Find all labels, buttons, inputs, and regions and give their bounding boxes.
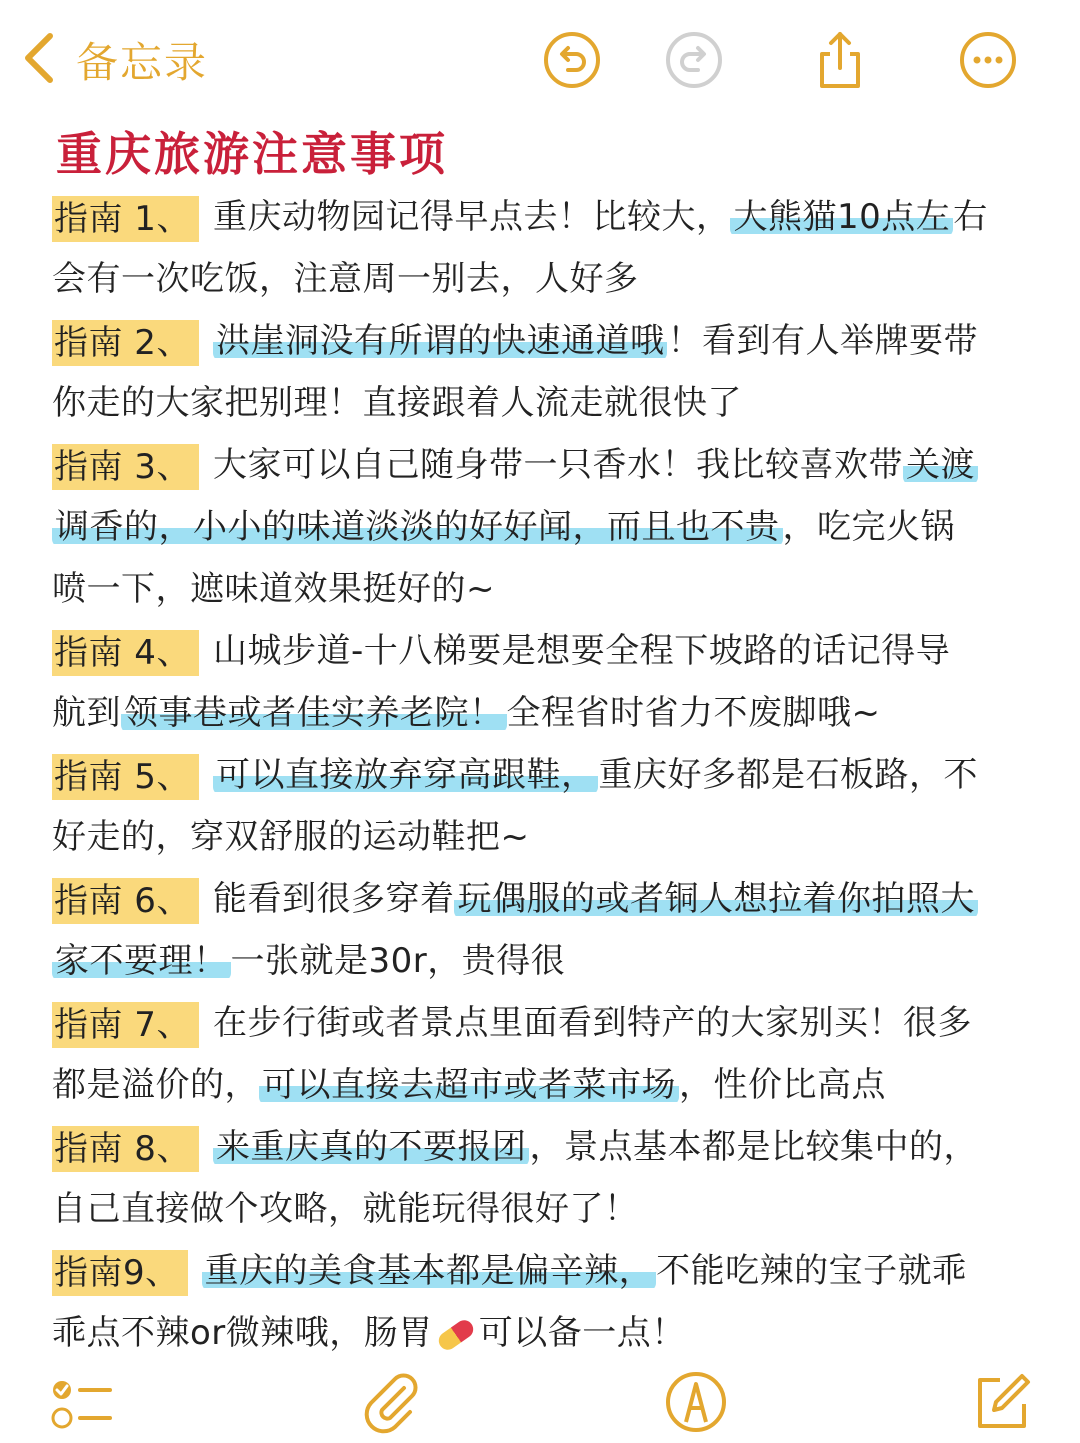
note-line [52, 496, 1042, 558]
highlighted-text: 玩偶服的或者铜人想拉着你拍照大 [454, 879, 978, 919]
highlighted-text: 关渡 [903, 445, 978, 485]
guide-tag: 指南 5、 [52, 754, 199, 800]
paperclip-icon[interactable] [358, 1370, 422, 1434]
note-text: 一张就是30r，贵得很 [230, 941, 566, 981]
note-text: 可以备一点！ [478, 1313, 686, 1353]
note-line [52, 1116, 1042, 1178]
back-label: 备忘录 [76, 38, 209, 87]
share-icon[interactable] [810, 30, 870, 90]
chevron-left-icon [18, 28, 62, 92]
note-line [52, 186, 1042, 248]
highlighted-text: 来重庆真的不要报团 [213, 1127, 530, 1167]
note-body[interactable] [52, 186, 1042, 1364]
note-text: 在步行街或者景点里面看到特产的大家别买！很多 [212, 1003, 972, 1043]
back-button[interactable] [18, 28, 208, 92]
more-icon[interactable] [958, 30, 1018, 90]
highlighted-text: 可以直接去超市或者菜市场 [259, 1065, 679, 1105]
note-line [52, 806, 1042, 868]
guide-tag: 指南 4、 [52, 630, 199, 676]
highlighted-text: 洪崖洞没有所谓的快速通道哦 [213, 321, 668, 361]
highlighted-text: 家不要理！ [52, 941, 231, 981]
guide-tag: 指南 3、 [52, 444, 199, 490]
guide-tag: 指南 6、 [52, 878, 199, 924]
top-toolbar [0, 0, 1080, 120]
note-text: 好走的，穿双舒服的运动鞋把~ [52, 817, 530, 857]
note-text: ，景点基本都是比较集中的， [529, 1127, 978, 1167]
note-title: 重庆旅游注意事项 [56, 127, 448, 181]
note-line [52, 744, 1042, 806]
pill-icon [435, 1316, 476, 1353]
note-text: ，吃完火锅 [782, 507, 955, 547]
guide-tag: 指南9、 [52, 1250, 188, 1296]
note-line [52, 1240, 1042, 1302]
note-text: 会有一次吃饭，注意周一别去，人好多 [52, 259, 639, 299]
note-line [52, 1178, 1042, 1240]
redo-icon[interactable] [664, 30, 724, 90]
note-line [52, 992, 1042, 1054]
guide-tag: 指南 2、 [52, 320, 199, 366]
highlighted-text: 调香的，小小的味道淡淡的好好闻，而且也不贵 [52, 507, 783, 547]
guide-tag: 指南 8、 [52, 1126, 199, 1172]
highlighted-text: 领事巷或者佳实养老院！ [121, 693, 507, 733]
highlighted-text: 可以直接放弃穿高跟鞋， [213, 755, 599, 795]
markup-pen-icon[interactable] [664, 1370, 728, 1434]
note-line [52, 930, 1042, 992]
note-text: 自己直接做个攻略，就能玩得很好了！ [52, 1189, 639, 1229]
note-line [52, 310, 1042, 372]
note-text: ！看到有人举牌要带 [667, 321, 978, 361]
checklist-icon[interactable] [48, 1370, 112, 1434]
note-text: 全程省时省力不废脚哦~ [506, 693, 881, 733]
guide-tag: 指南 1、 [52, 196, 199, 242]
note-text: 不能吃辣的宝子就乖 [656, 1251, 967, 1291]
note-text: 都是溢价的， [52, 1065, 259, 1105]
bottom-toolbar [0, 1362, 1080, 1443]
note-line [52, 558, 1042, 620]
note-text: 乖点不辣or微辣哦，肠胃 [52, 1313, 433, 1353]
note-text: 山城步道-十八梯要是想要全程下坡路的话记得导 [212, 631, 951, 671]
note-text: 能看到很多穿着 [212, 879, 455, 919]
highlighted-text: 大熊猫10点左 [730, 197, 953, 237]
note-text: 你走的大家把别理！直接跟着人流走就很快了 [52, 383, 742, 423]
note-line [52, 248, 1042, 310]
note-text: 重庆动物园记得早点去！比较大， [212, 197, 731, 237]
note-text: 重庆好多都是石板路，不 [598, 755, 978, 795]
note-text: 喷一下，遮味道效果挺好的~ [52, 569, 495, 609]
note-line [52, 1054, 1042, 1116]
note-line [52, 434, 1042, 496]
compose-icon[interactable] [970, 1370, 1034, 1434]
note-line [52, 620, 1042, 682]
note-text: 航到 [52, 693, 121, 733]
note-text: ，性价比高点 [679, 1065, 886, 1105]
note-line [52, 372, 1042, 434]
note-line [52, 682, 1042, 744]
note-line [52, 868, 1042, 930]
note-text: 右 [953, 197, 988, 237]
guide-tag: 指南 7、 [52, 1002, 199, 1048]
note-text: 大家可以自己随身带一只香水！我比较喜欢带 [212, 445, 903, 485]
undo-icon[interactable] [542, 30, 602, 90]
note-line [52, 1302, 1042, 1364]
highlighted-text: 重庆的美食基本都是偏辛辣， [202, 1251, 657, 1291]
